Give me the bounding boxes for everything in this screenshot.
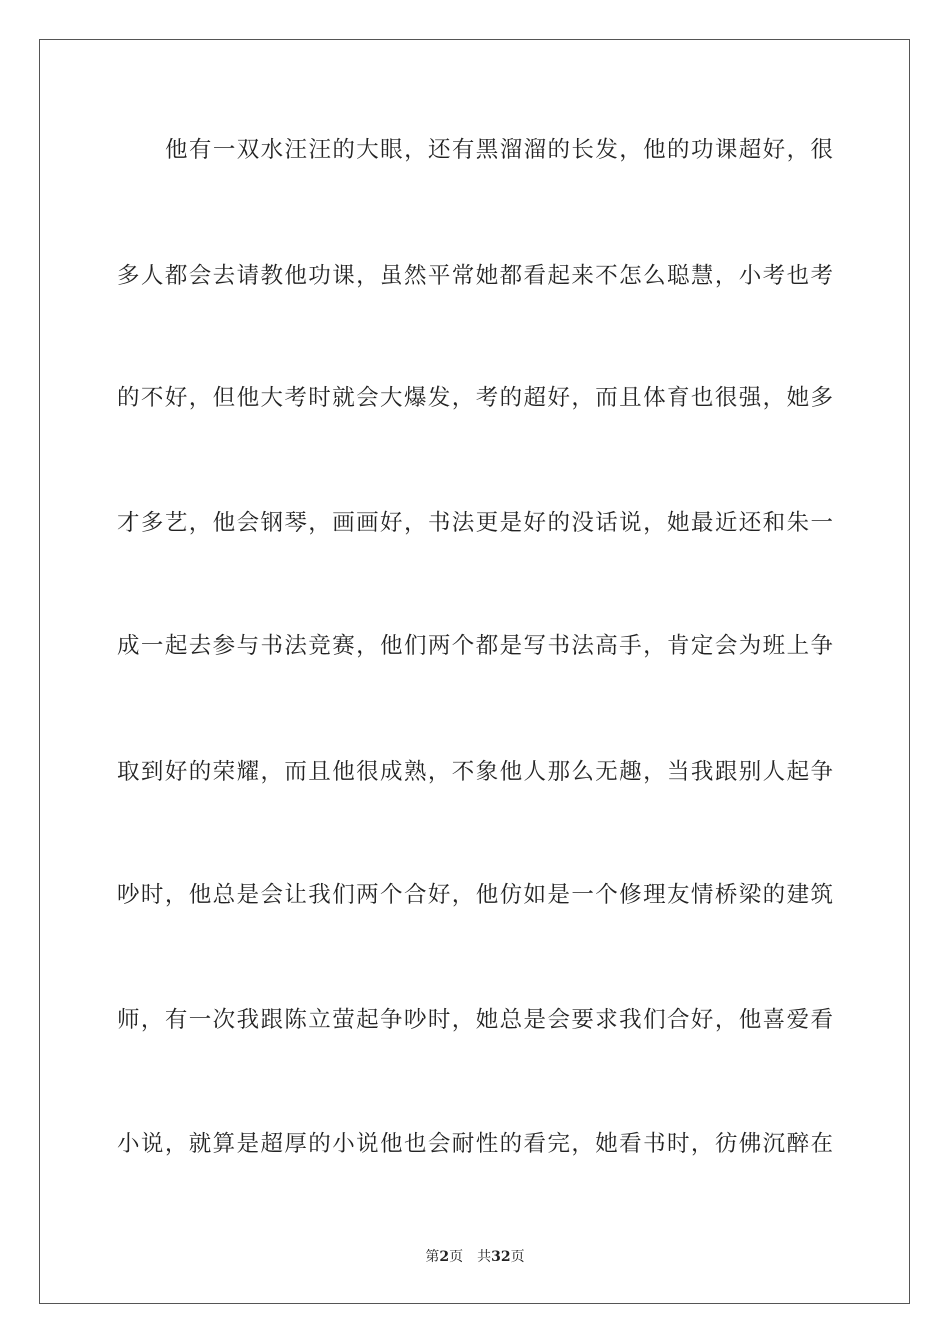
paragraph-line-4: 才多艺，他会钢琴，画画好，书法更是好的没话说，她最近还和朱一 — [117, 510, 833, 536]
total-label-suffix: 页 — [510, 1249, 525, 1265]
page-label-prefix: 第 — [425, 1249, 440, 1265]
page-footer — [0, 1247, 950, 1267]
paragraph-line-9: 小说，就算是超厚的小说他也会耐性的看完，她看书时，彷佛沉醉在 — [117, 1131, 833, 1157]
paragraph-line-3: 的不好，但他大考时就会大爆发，考的超好，而且体育也很强，她多 — [117, 385, 833, 411]
page-number: 2 — [439, 1249, 450, 1265]
page-label-suffix: 页 — [449, 1249, 464, 1265]
total-label-prefix: 共 — [477, 1249, 492, 1265]
paragraph-line-6: 取到好的荣耀，而且他很成熟，不象他人那么无趣，当我跟别人起争 — [117, 759, 833, 785]
page-border — [39, 39, 910, 1304]
total-pages: 32 — [491, 1249, 511, 1265]
paragraph-line-2: 多人都会去请教他功课，虽然平常她都看起来不怎么聪慧，小考也考 — [117, 263, 833, 289]
paragraph-line-7: 吵时，他总是会让我们两个合好，他仿如是一个修理友情桥梁的建筑 — [117, 882, 833, 908]
paragraph-line-8: 师，有一次我跟陈立萤起争吵时，她总是会要求我们合好，他喜爱看 — [117, 1007, 833, 1033]
paragraph-line-1: 他有一双水汪汪的大眼，还有黑溜溜的长发，他的功课超好，很 — [165, 137, 833, 163]
paragraph-line-5: 成一起去参与书法竞赛，他们两个都是写书法高手，肯定会为班上争 — [117, 633, 833, 659]
